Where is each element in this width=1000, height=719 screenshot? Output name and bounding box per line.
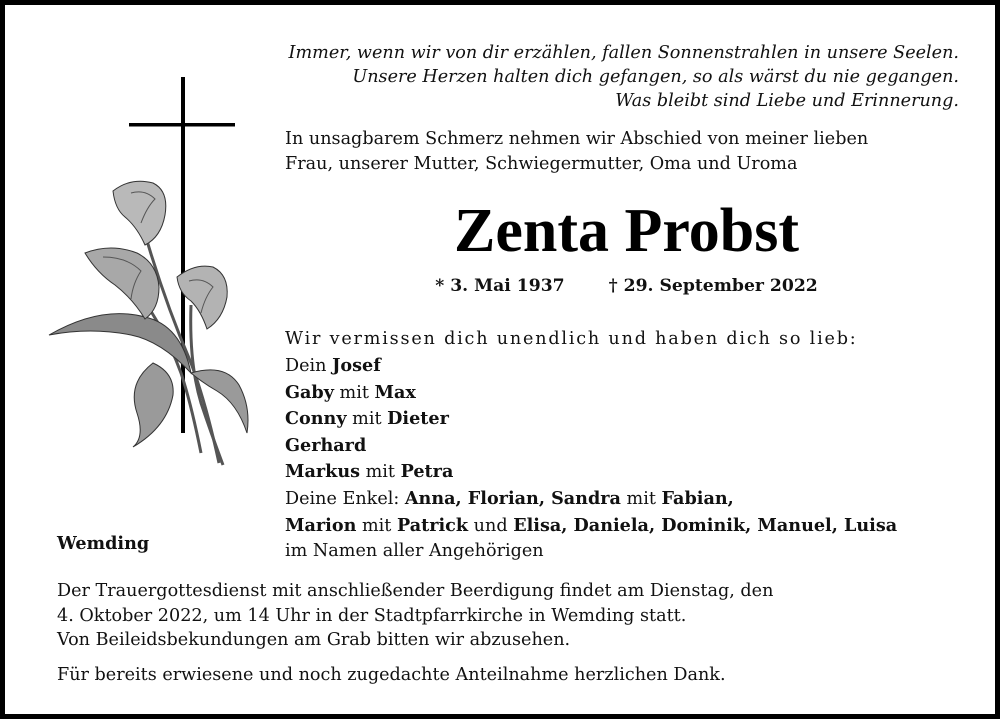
left-leaf bbox=[49, 314, 191, 373]
family-row: Deine Enkel: Anna, Florian, Sandra mit Fabian, bbox=[285, 487, 734, 509]
family-row: Marion mit Patrick und Elisa, Daniela, Dominik, Manuel, Luisa bbox=[285, 514, 898, 536]
family-list bbox=[285, 353, 897, 565]
family-row: Dein Josef bbox=[285, 355, 381, 376]
family-row: im Namen aller Angehörigen bbox=[285, 541, 544, 562]
intro-line: In unsagbarem Schmerz nehmen wir Abschied von meiner lieben bbox=[285, 129, 869, 149]
death-date: † 29. September 2022 bbox=[608, 276, 818, 296]
life-dates bbox=[285, 273, 968, 299]
family-row: Gerhard bbox=[285, 434, 367, 456]
family-row: Markus mit Petra bbox=[285, 461, 454, 483]
place: Wemding bbox=[57, 533, 150, 554]
birth-date: * 3. Mai 1937 bbox=[435, 276, 565, 296]
service-info bbox=[57, 579, 773, 653]
poem-line: Immer, wenn wir von dir erzählen, fallen Sonnenstrahlen in unsere Seelen. bbox=[288, 43, 959, 63]
poem bbox=[289, 41, 959, 113]
thanks-line: Für bereits erwiesene und noch zugedachte Anteilnahme herzlichen Dank. bbox=[57, 665, 726, 685]
intro-line: Frau, unserer Mutter, Schwiegermutter, Oma und Uroma bbox=[285, 154, 798, 174]
lower-left-leaf bbox=[133, 363, 173, 447]
intro-text bbox=[285, 127, 868, 177]
middle-calla bbox=[85, 248, 159, 319]
poem-line: Was bleibt sind Liebe und Erinnerung. bbox=[615, 91, 959, 111]
top-calla bbox=[113, 181, 166, 245]
cross-and-calla-lilies-icon bbox=[41, 73, 261, 473]
poem-line: Unsere Herzen halten dich gefangen, so als wärst du nie gegangen. bbox=[352, 67, 959, 87]
miss-line: Wir vermissen dich unendlich und haben dich so lieb: bbox=[285, 329, 858, 349]
service-line: 4. Oktober 2022, um 14 Uhr in der Stadtpfarrkirche in Wemding statt. bbox=[57, 605, 687, 626]
deceased-name: Zenta Probst bbox=[453, 197, 800, 265]
family-row: Gaby mit Max bbox=[285, 381, 416, 403]
service-line: Von Beileidsbekundungen am Grab bitten wir abzusehen. bbox=[57, 630, 571, 650]
service-line: Der Trauergottesdienst mit anschließender Beerdigung findet am Dienstag, den bbox=[57, 581, 774, 601]
cross-horizontal bbox=[129, 123, 235, 127]
family-row: Conny mit Dieter bbox=[285, 408, 449, 430]
